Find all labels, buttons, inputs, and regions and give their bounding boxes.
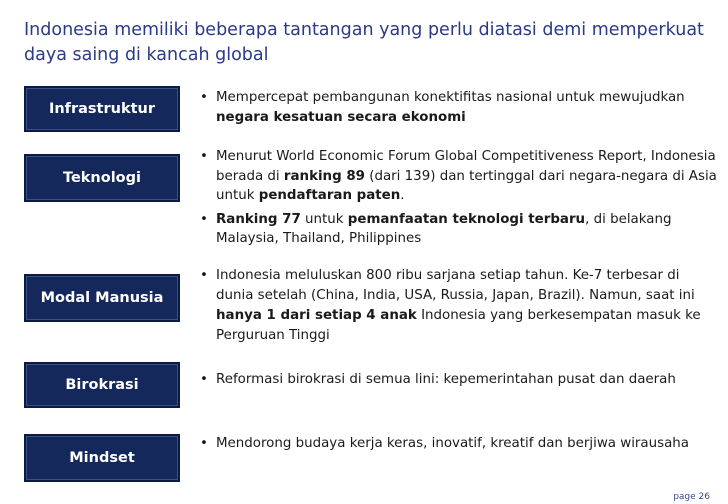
bullet-text: , di belakang Malaysia, Thailand, Philippines [216,211,672,246]
bullet-text: untuk [300,211,348,227]
category-label: Mindset [69,450,135,466]
category-label: Modal Manusia [40,290,164,306]
bullet-emphasis: hanya 1 dari setiap 4 anak [216,308,417,323]
category-teknologi [24,154,180,202]
category-birokrasi [24,362,180,408]
bullet-item [196,88,718,127]
category-modal-manusia [24,274,180,322]
bullet-emphasis: pemanfaatan teknologi terbaru [347,211,586,227]
category-label: Birokrasi [65,377,139,393]
bullet-emphasis: negara kesatuan secara ekonomi [216,109,466,125]
bullet-dot-icon: • [200,436,208,451]
category-label: Teknologi [62,170,141,186]
bullet-text: Indonesia yang berkesempatan masuk ke Perguruan Tinggi [216,308,701,343]
modal-manusia-bullets [196,266,718,350]
bullet-text: Mendorong budaya kerja keras, inovatif, kreatif dan berjiwa wirausaha [216,436,689,451]
bullet-emphasis: Ranking 77 [216,211,301,227]
bullet-dot-icon: • [200,268,208,283]
bullet-text: Reformasi birokrasi di semua lini: kepemerintahan pusat dan daerah [216,372,676,387]
bullet-dot-icon: • [200,211,208,227]
page-title: Indonesia memiliki beberapa tantangan yang perlu diatasi demi memperkuat daya saing di kancah global [24,20,704,65]
category-infrastruktur [24,86,180,132]
bullet-item [196,147,718,206]
infrastruktur-bullets [196,88,718,131]
bullet-text: Indonesia meluluskan 800 ribu sarjana setiap tahun. Ke-7 terbesar di dunia setelah (China, India, USA, Russia, Japan, Brazil). Namun, saat ini [216,268,695,303]
bullet-text: (dari 139) dan tertinggal dari negara-negara di Asia untuk [216,168,717,203]
bullet-text: Menurut World Economic Forum Global Competitiveness Report, Indonesia berada di [216,149,716,184]
bullet-emphasis: pendaftaran paten [258,188,401,203]
bullet-text: Mempercepat pembangunan konektifitas nasional untuk mewujudkan [216,90,685,105]
bullet-dot-icon: • [200,90,208,105]
bullet-item [196,370,718,390]
bullet-item [196,210,718,249]
bullet-emphasis: ranking 89 [283,168,365,184]
mindset-bullets [196,434,718,458]
page-number: page 26 [673,492,710,502]
birokrasi-bullets [196,370,718,394]
bullet-dot-icon: • [200,372,208,387]
bullet-dot-icon: • [200,149,208,164]
bullet-item [196,266,718,346]
teknologi-bullets [196,147,718,253]
category-mindset [24,434,180,482]
bullet-item [196,434,718,454]
bullet-text: . [400,188,405,203]
category-label: Infrastruktur [48,101,156,117]
